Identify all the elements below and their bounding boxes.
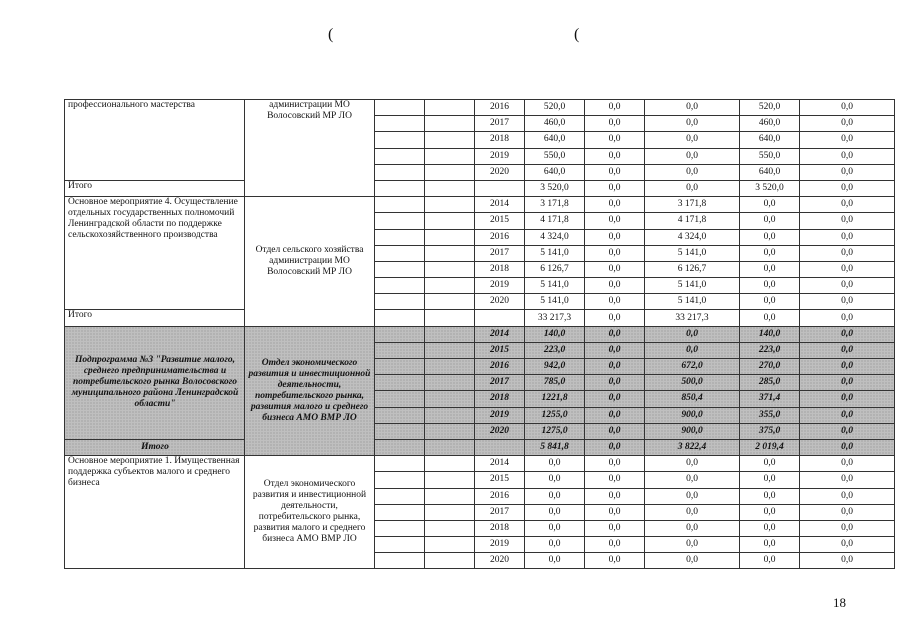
value-cell: 0,0 xyxy=(585,326,645,342)
value-cell: 5 141,0 xyxy=(645,278,740,294)
value-cell: 6 126,7 xyxy=(645,261,740,277)
executor-cell: Отдел экономического развития и инвестиционной деятельности, потребительского рынка, развития малого и среднего бизнеса АМО ВМР ЛО xyxy=(245,456,375,569)
value-cell: 0,0 xyxy=(800,132,895,148)
value-cell: 0,0 xyxy=(740,278,800,294)
value-cell: 0,0 xyxy=(740,197,800,213)
table-row xyxy=(65,326,895,342)
empty-cell xyxy=(375,342,425,358)
value-cell: 0,0 xyxy=(585,245,645,261)
total-value-cell: 0,0 xyxy=(800,180,895,196)
page-number: 18 xyxy=(833,595,846,610)
empty-cell xyxy=(375,423,425,439)
value-cell: 0,0 xyxy=(800,326,895,342)
value-cell: 5 141,0 xyxy=(525,278,585,294)
year-cell: 2016 xyxy=(475,100,525,116)
total-value-cell: 3 822,4 xyxy=(645,439,740,455)
measure-name: Подпрограмма №3 "Развитие малого, среднего предпринимательства и потребительского рынка Волосовского муниципального района Ленинградской области" xyxy=(65,326,245,439)
empty-cell xyxy=(375,326,425,342)
value-cell: 0,0 xyxy=(800,488,895,504)
value-cell: 4 171,8 xyxy=(525,213,585,229)
total-value-cell: 33 217,3 xyxy=(525,310,585,326)
total-value-cell: 0,0 xyxy=(585,439,645,455)
value-cell: 140,0 xyxy=(740,326,800,342)
value-cell: 140,0 xyxy=(525,326,585,342)
value-cell: 0,0 xyxy=(645,342,740,358)
value-cell: 0,0 xyxy=(645,472,740,488)
value-cell: 223,0 xyxy=(525,342,585,358)
total-row xyxy=(65,310,895,326)
value-cell: 672,0 xyxy=(645,359,740,375)
value-cell: 0,0 xyxy=(800,359,895,375)
year-cell: 2015 xyxy=(475,213,525,229)
executor-cell: администрации МО Волосовский МР ЛО xyxy=(245,100,375,197)
year-cell: 2019 xyxy=(475,278,525,294)
value-cell: 640,0 xyxy=(740,132,800,148)
value-cell: 640,0 xyxy=(525,132,585,148)
total-value-cell: 2 019,4 xyxy=(740,439,800,455)
value-cell: 0,0 xyxy=(740,520,800,536)
empty-cell xyxy=(375,310,425,326)
value-cell: 0,0 xyxy=(585,132,645,148)
empty-cell xyxy=(375,213,425,229)
value-cell: 0,0 xyxy=(645,164,740,180)
value-cell: 1255,0 xyxy=(525,407,585,423)
empty-cell xyxy=(475,310,525,326)
year-cell: 2017 xyxy=(475,375,525,391)
empty-cell xyxy=(425,488,475,504)
value-cell: 0,0 xyxy=(800,553,895,569)
year-cell: 2019 xyxy=(475,148,525,164)
value-cell: 0,0 xyxy=(740,229,800,245)
empty-cell xyxy=(425,294,475,310)
value-cell: 5 141,0 xyxy=(645,245,740,261)
total-value-cell: 3 520,0 xyxy=(740,180,800,196)
value-cell: 0,0 xyxy=(585,472,645,488)
value-cell: 0,0 xyxy=(740,245,800,261)
total-row xyxy=(65,180,895,196)
empty-cell xyxy=(425,180,475,196)
empty-cell xyxy=(375,456,425,472)
value-cell: 0,0 xyxy=(585,229,645,245)
empty-cell xyxy=(375,180,425,196)
empty-cell xyxy=(425,310,475,326)
value-cell: 0,0 xyxy=(525,504,585,520)
value-cell: 0,0 xyxy=(585,391,645,407)
empty-cell xyxy=(425,423,475,439)
value-cell: 0,0 xyxy=(800,391,895,407)
value-cell: 0,0 xyxy=(585,294,645,310)
value-cell: 0,0 xyxy=(800,520,895,536)
empty-cell xyxy=(375,116,425,132)
value-cell: 0,0 xyxy=(800,504,895,520)
total-value-cell: 0,0 xyxy=(645,180,740,196)
value-cell: 5 141,0 xyxy=(525,245,585,261)
empty-cell xyxy=(425,100,475,116)
empty-cell xyxy=(375,197,425,213)
empty-cell xyxy=(425,472,475,488)
empty-cell xyxy=(425,229,475,245)
empty-cell xyxy=(475,439,525,455)
value-cell: 0,0 xyxy=(585,197,645,213)
value-cell: 550,0 xyxy=(740,148,800,164)
value-cell: 0,0 xyxy=(585,423,645,439)
value-cell: 3 171,8 xyxy=(525,197,585,213)
measure-name: профессионального мастерства xyxy=(65,100,245,181)
measure-name: Основное мероприятие 1. Имущественная поддержка субъектов малого и среднего бизнеса xyxy=(65,456,245,569)
empty-cell xyxy=(375,278,425,294)
year-cell: 2018 xyxy=(475,132,525,148)
value-cell: 6 126,7 xyxy=(525,261,585,277)
value-cell: 0,0 xyxy=(800,148,895,164)
year-cell: 2020 xyxy=(475,164,525,180)
value-cell: 0,0 xyxy=(585,278,645,294)
value-cell: 371,4 xyxy=(740,391,800,407)
value-cell: 0,0 xyxy=(585,553,645,569)
value-cell: 0,0 xyxy=(585,164,645,180)
empty-cell xyxy=(425,359,475,375)
value-cell: 0,0 xyxy=(740,472,800,488)
empty-cell xyxy=(375,148,425,164)
table-row xyxy=(65,100,895,116)
total-row xyxy=(65,439,895,455)
empty-cell xyxy=(425,520,475,536)
value-cell: 1275,0 xyxy=(525,423,585,439)
value-cell: 0,0 xyxy=(800,472,895,488)
value-cell: 0,0 xyxy=(525,488,585,504)
table-body xyxy=(65,100,895,569)
empty-cell xyxy=(425,553,475,569)
empty-cell xyxy=(425,504,475,520)
value-cell: 0,0 xyxy=(740,553,800,569)
header-paren-right: ( xyxy=(574,26,580,43)
value-cell: 0,0 xyxy=(800,100,895,116)
value-cell: 0,0 xyxy=(800,278,895,294)
empty-cell xyxy=(375,132,425,148)
value-cell: 0,0 xyxy=(800,423,895,439)
value-cell: 500,0 xyxy=(645,375,740,391)
value-cell: 0,0 xyxy=(645,520,740,536)
empty-cell xyxy=(425,197,475,213)
empty-cell xyxy=(375,439,425,455)
value-cell: 0,0 xyxy=(800,407,895,423)
year-cell: 2016 xyxy=(475,229,525,245)
value-cell: 0,0 xyxy=(740,488,800,504)
value-cell: 0,0 xyxy=(585,407,645,423)
total-label: Итого xyxy=(65,439,245,455)
empty-cell xyxy=(375,520,425,536)
value-cell: 520,0 xyxy=(740,100,800,116)
value-cell: 0,0 xyxy=(800,197,895,213)
value-cell: 0,0 xyxy=(740,537,800,553)
value-cell: 0,0 xyxy=(585,148,645,164)
value-cell: 0,0 xyxy=(585,537,645,553)
value-cell: 0,0 xyxy=(585,213,645,229)
total-value-cell: 0,0 xyxy=(800,439,895,455)
value-cell: 0,0 xyxy=(800,164,895,180)
value-cell: 460,0 xyxy=(740,116,800,132)
total-label: Итого xyxy=(65,310,245,326)
value-cell: 0,0 xyxy=(645,537,740,553)
year-cell: 2020 xyxy=(475,553,525,569)
value-cell: 0,0 xyxy=(645,456,740,472)
value-cell: 4 324,0 xyxy=(525,229,585,245)
empty-cell xyxy=(375,261,425,277)
value-cell: 3 171,8 xyxy=(645,197,740,213)
value-cell: 1221,8 xyxy=(525,391,585,407)
value-cell: 460,0 xyxy=(525,116,585,132)
value-cell: 0,0 xyxy=(645,488,740,504)
empty-cell xyxy=(375,504,425,520)
value-cell: 0,0 xyxy=(585,456,645,472)
header-paren-left: ( xyxy=(328,26,334,43)
executor-cell: Отдел сельского хозяйства администрации МО Волосовский МР ЛО xyxy=(245,197,375,327)
value-cell: 850,4 xyxy=(645,391,740,407)
measure-name: Основное мероприятие 4. Осуществление отдельных государственных полномочий Ленинградской области по поддержке сельскохозяйственного производства xyxy=(65,197,245,310)
value-cell: 900,0 xyxy=(645,407,740,423)
total-value-cell: 0,0 xyxy=(800,310,895,326)
value-cell: 375,0 xyxy=(740,423,800,439)
empty-cell xyxy=(375,391,425,407)
value-cell: 4 324,0 xyxy=(645,229,740,245)
empty-cell xyxy=(425,245,475,261)
empty-cell xyxy=(375,472,425,488)
year-cell: 2016 xyxy=(475,488,525,504)
value-cell: 0,0 xyxy=(525,456,585,472)
year-cell: 2019 xyxy=(475,407,525,423)
empty-cell xyxy=(425,391,475,407)
value-cell: 0,0 xyxy=(585,100,645,116)
executor-cell: Отдел экономического развития и инвестиционной деятельности, потребительского рынка, развития малого и среднего бизнеса АМО ВМР ЛО xyxy=(245,326,375,456)
year-cell: 2014 xyxy=(475,456,525,472)
empty-cell xyxy=(425,342,475,358)
value-cell: 0,0 xyxy=(645,326,740,342)
total-value-cell: 33 217,3 xyxy=(645,310,740,326)
empty-cell xyxy=(425,278,475,294)
value-cell: 0,0 xyxy=(645,553,740,569)
empty-cell xyxy=(425,375,475,391)
empty-cell xyxy=(375,245,425,261)
year-cell: 2020 xyxy=(475,423,525,439)
value-cell: 0,0 xyxy=(800,229,895,245)
empty-cell xyxy=(425,456,475,472)
total-value-cell: 0,0 xyxy=(585,180,645,196)
value-cell: 0,0 xyxy=(800,342,895,358)
total-value-cell: 0,0 xyxy=(740,310,800,326)
empty-cell xyxy=(425,213,475,229)
total-value-cell: 3 520,0 xyxy=(525,180,585,196)
value-cell: 0,0 xyxy=(585,520,645,536)
year-cell: 2016 xyxy=(475,359,525,375)
empty-cell xyxy=(425,407,475,423)
year-cell: 2018 xyxy=(475,520,525,536)
value-cell: 0,0 xyxy=(800,294,895,310)
total-value-cell: 5 841,8 xyxy=(525,439,585,455)
value-cell: 0,0 xyxy=(645,504,740,520)
value-cell: 0,0 xyxy=(645,100,740,116)
value-cell: 0,0 xyxy=(525,537,585,553)
empty-cell xyxy=(425,132,475,148)
value-cell: 5 141,0 xyxy=(645,294,740,310)
table-row xyxy=(65,456,895,472)
value-cell: 0,0 xyxy=(525,520,585,536)
value-cell: 0,0 xyxy=(800,116,895,132)
empty-cell xyxy=(425,261,475,277)
year-cell: 2017 xyxy=(475,504,525,520)
value-cell: 4 171,8 xyxy=(645,213,740,229)
program-financing-table xyxy=(64,99,895,569)
value-cell: 0,0 xyxy=(585,504,645,520)
value-cell: 5 141,0 xyxy=(525,294,585,310)
value-cell: 355,0 xyxy=(740,407,800,423)
value-cell: 270,0 xyxy=(740,359,800,375)
value-cell: 0,0 xyxy=(740,261,800,277)
year-cell: 2018 xyxy=(475,261,525,277)
value-cell: 285,0 xyxy=(740,375,800,391)
value-cell: 0,0 xyxy=(740,213,800,229)
value-cell: 0,0 xyxy=(800,456,895,472)
value-cell: 0,0 xyxy=(585,116,645,132)
empty-cell xyxy=(375,407,425,423)
value-cell: 0,0 xyxy=(585,359,645,375)
value-cell: 640,0 xyxy=(740,164,800,180)
value-cell: 0,0 xyxy=(800,537,895,553)
value-cell: 900,0 xyxy=(645,423,740,439)
year-cell: 2014 xyxy=(475,326,525,342)
value-cell: 0,0 xyxy=(800,213,895,229)
year-cell: 2017 xyxy=(475,245,525,261)
value-cell: 0,0 xyxy=(800,245,895,261)
value-cell: 0,0 xyxy=(585,488,645,504)
value-cell: 0,0 xyxy=(585,375,645,391)
value-cell: 0,0 xyxy=(645,116,740,132)
empty-cell xyxy=(375,100,425,116)
value-cell: 0,0 xyxy=(525,553,585,569)
year-cell: 2015 xyxy=(475,472,525,488)
empty-cell xyxy=(425,116,475,132)
value-cell: 0,0 xyxy=(740,504,800,520)
year-cell: 2015 xyxy=(475,342,525,358)
empty-cell xyxy=(375,164,425,180)
value-cell: 0,0 xyxy=(740,456,800,472)
value-cell: 785,0 xyxy=(525,375,585,391)
empty-cell xyxy=(475,180,525,196)
empty-cell xyxy=(425,537,475,553)
value-cell: 0,0 xyxy=(585,261,645,277)
table-row xyxy=(65,197,895,213)
value-cell: 520,0 xyxy=(525,100,585,116)
empty-cell xyxy=(425,439,475,455)
value-cell: 0,0 xyxy=(585,342,645,358)
value-cell: 223,0 xyxy=(740,342,800,358)
value-cell: 0,0 xyxy=(645,132,740,148)
year-cell: 2020 xyxy=(475,294,525,310)
empty-cell xyxy=(375,375,425,391)
empty-cell xyxy=(375,553,425,569)
year-cell: 2018 xyxy=(475,391,525,407)
value-cell: 0,0 xyxy=(800,375,895,391)
value-cell: 942,0 xyxy=(525,359,585,375)
value-cell: 0,0 xyxy=(525,472,585,488)
value-cell: 0,0 xyxy=(800,261,895,277)
empty-cell xyxy=(425,326,475,342)
empty-cell xyxy=(375,359,425,375)
value-cell: 0,0 xyxy=(645,148,740,164)
empty-cell xyxy=(375,488,425,504)
total-label: Итого xyxy=(65,180,245,196)
empty-cell xyxy=(425,148,475,164)
total-value-cell: 0,0 xyxy=(585,310,645,326)
value-cell: 550,0 xyxy=(525,148,585,164)
year-cell: 2017 xyxy=(475,116,525,132)
value-cell: 640,0 xyxy=(525,164,585,180)
empty-cell xyxy=(375,294,425,310)
value-cell: 0,0 xyxy=(740,294,800,310)
year-cell: 2014 xyxy=(475,197,525,213)
empty-cell xyxy=(375,537,425,553)
empty-cell xyxy=(375,229,425,245)
year-cell: 2019 xyxy=(475,537,525,553)
empty-cell xyxy=(425,164,475,180)
